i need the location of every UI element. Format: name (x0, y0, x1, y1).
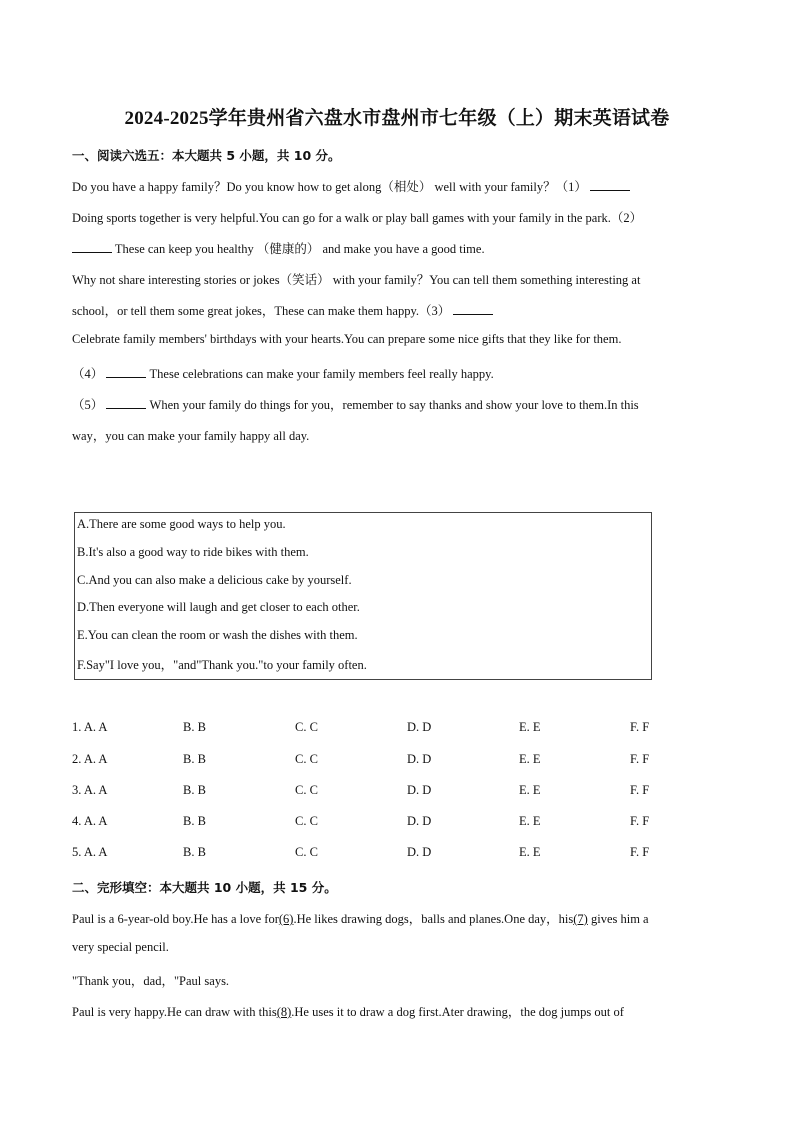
answer-choice[interactable]: C. C (295, 752, 318, 766)
answer-choice[interactable]: B. B (183, 783, 206, 797)
passage-text: （4） (72, 367, 104, 381)
answer-choice[interactable]: F. F (630, 814, 650, 828)
passage-line: Doing sports together is very helpful.You can go for a walk or play ball games with your family in the park.（2） (72, 211, 643, 225)
answer-choice[interactable]: A. A (83, 814, 108, 828)
passage-text: These celebrations can make your family members feel really happy. (146, 367, 494, 381)
passage-line (72, 177, 630, 195)
answer-choice[interactable]: D. D (407, 783, 432, 797)
answer-choice[interactable]: D. D (407, 720, 432, 734)
option-b: B.It's also a good way to ride bikes with them. (77, 545, 309, 559)
question-first-cell (72, 783, 107, 798)
option-d: D.Then everyone will laugh and get closer to each other. (77, 600, 360, 614)
answer-blank (72, 242, 112, 253)
passage-line: "Thank you，dad，"Paul says. (72, 974, 230, 988)
answer-choice[interactable]: E. E (519, 783, 541, 797)
page-title: 2024-2025学年贵州省六盘水市盘州市七年级（上）期末英语试卷 (124, 108, 670, 129)
option-c: C.And you can also make a delicious cake by yourself. (77, 573, 352, 587)
question-number: 5. (72, 845, 82, 859)
passage-text: Paul is a 6-year-old boy.He has a love for (72, 912, 279, 926)
question-first-cell (72, 845, 107, 860)
question-row (72, 814, 732, 832)
passage-line (72, 395, 639, 413)
answer-choice[interactable]: C. C (295, 845, 318, 859)
passage-line (72, 1002, 624, 1020)
answer-choice[interactable]: D. D (407, 752, 432, 766)
answer-choice[interactable]: A. A (83, 720, 108, 734)
passage-text: school，or tell them some great jokes，These can make them happy.（3） (72, 304, 451, 318)
answer-choice[interactable]: F. F (630, 845, 650, 859)
passage-text: Paul is very happy.He can draw with this (72, 1005, 277, 1019)
question-number: 3. (72, 783, 82, 797)
answer-choice[interactable]: F. F (630, 783, 650, 797)
passage-text: .He uses it to draw a dog first.Ater drawing，the dog jumps out of (291, 1005, 624, 1019)
question-first-cell (72, 814, 107, 829)
answer-choice[interactable]: C. C (295, 720, 318, 734)
answer-choice[interactable]: B. B (183, 845, 206, 859)
answer-choice[interactable]: E. E (519, 814, 541, 828)
answer-choice[interactable]: A. A (83, 845, 108, 859)
passage-text: gives him a (587, 912, 649, 926)
blank-marker-8[interactable]: (8) (276, 1005, 292, 1019)
passage-line (72, 239, 485, 257)
passage-text: These can keep you healthy （健康的） and make you have a good time. (112, 242, 485, 256)
answer-blank (106, 398, 146, 409)
blank-marker-6[interactable]: (6) (278, 912, 294, 926)
answer-choice[interactable]: F. F (630, 720, 650, 734)
answer-blank (590, 180, 630, 191)
question-first-cell (72, 752, 107, 767)
passage-line: Why not share interesting stories or jokes（笑话） with your family？You can tell them something interesting at (72, 273, 641, 287)
passage-line (72, 909, 649, 927)
question-row (72, 783, 732, 801)
option-a: A.There are some good ways to help you. (77, 517, 286, 531)
passage-line: very special pencil. (72, 940, 169, 954)
answer-choice[interactable]: E. E (519, 752, 541, 766)
section-1-heading: 一、阅读六选五：本大题共 5 小题，共 10 分。 (72, 148, 341, 163)
question-number: 1. (72, 720, 82, 734)
answer-choice[interactable]: C. C (295, 783, 318, 797)
passage-line: Celebrate family members' birthdays with your hearts.You can prepare some nice gifts that they like for them. (72, 332, 622, 346)
passage-line (72, 301, 493, 319)
answer-blank (106, 367, 146, 378)
options-box (74, 512, 652, 680)
passage-text: （5） (72, 398, 104, 412)
answer-choice[interactable]: D. D (407, 845, 432, 859)
answer-choice[interactable]: B. B (183, 814, 206, 828)
blank-marker-7[interactable]: (7) (573, 912, 588, 926)
answer-choice[interactable]: B. B (183, 720, 206, 734)
question-row (72, 752, 732, 770)
passage-text: Do you have a happy family？Do you know how to get along（相处） well with your family？（1） (72, 180, 587, 194)
answer-choice[interactable]: E. E (519, 720, 541, 734)
answer-choice[interactable]: D. D (407, 814, 432, 828)
answer-choice[interactable]: C. C (295, 814, 318, 828)
answer-choice[interactable]: A. A (83, 752, 108, 766)
passage-line (72, 364, 494, 382)
option-f: F.Say"I love you，"and"Thank you."to your family often. (77, 658, 367, 672)
answer-choice[interactable]: B. B (183, 752, 206, 766)
passage-text: .He likes drawing dogs，balls and planes.One day，his (293, 912, 574, 926)
answer-blank (453, 304, 493, 315)
answer-choice[interactable]: A. A (83, 783, 108, 797)
passage-line: way，you can make your family happy all day. (72, 429, 310, 443)
option-e: E.You can clean the room or wash the dishes with them. (77, 628, 358, 642)
question-first-cell (72, 720, 107, 735)
section-2-heading: 二、完形填空：本大题共 10 小题，共 15 分。 (72, 880, 337, 895)
question-number: 2. (72, 752, 82, 766)
question-number: 4. (72, 814, 82, 828)
answer-choice[interactable]: F. F (630, 752, 650, 766)
question-row (72, 845, 732, 863)
question-row (72, 720, 732, 738)
passage-text: When your family do things for you，remember to say thanks and show your love to them.In this (146, 398, 639, 412)
answer-choice[interactable]: E. E (519, 845, 541, 859)
